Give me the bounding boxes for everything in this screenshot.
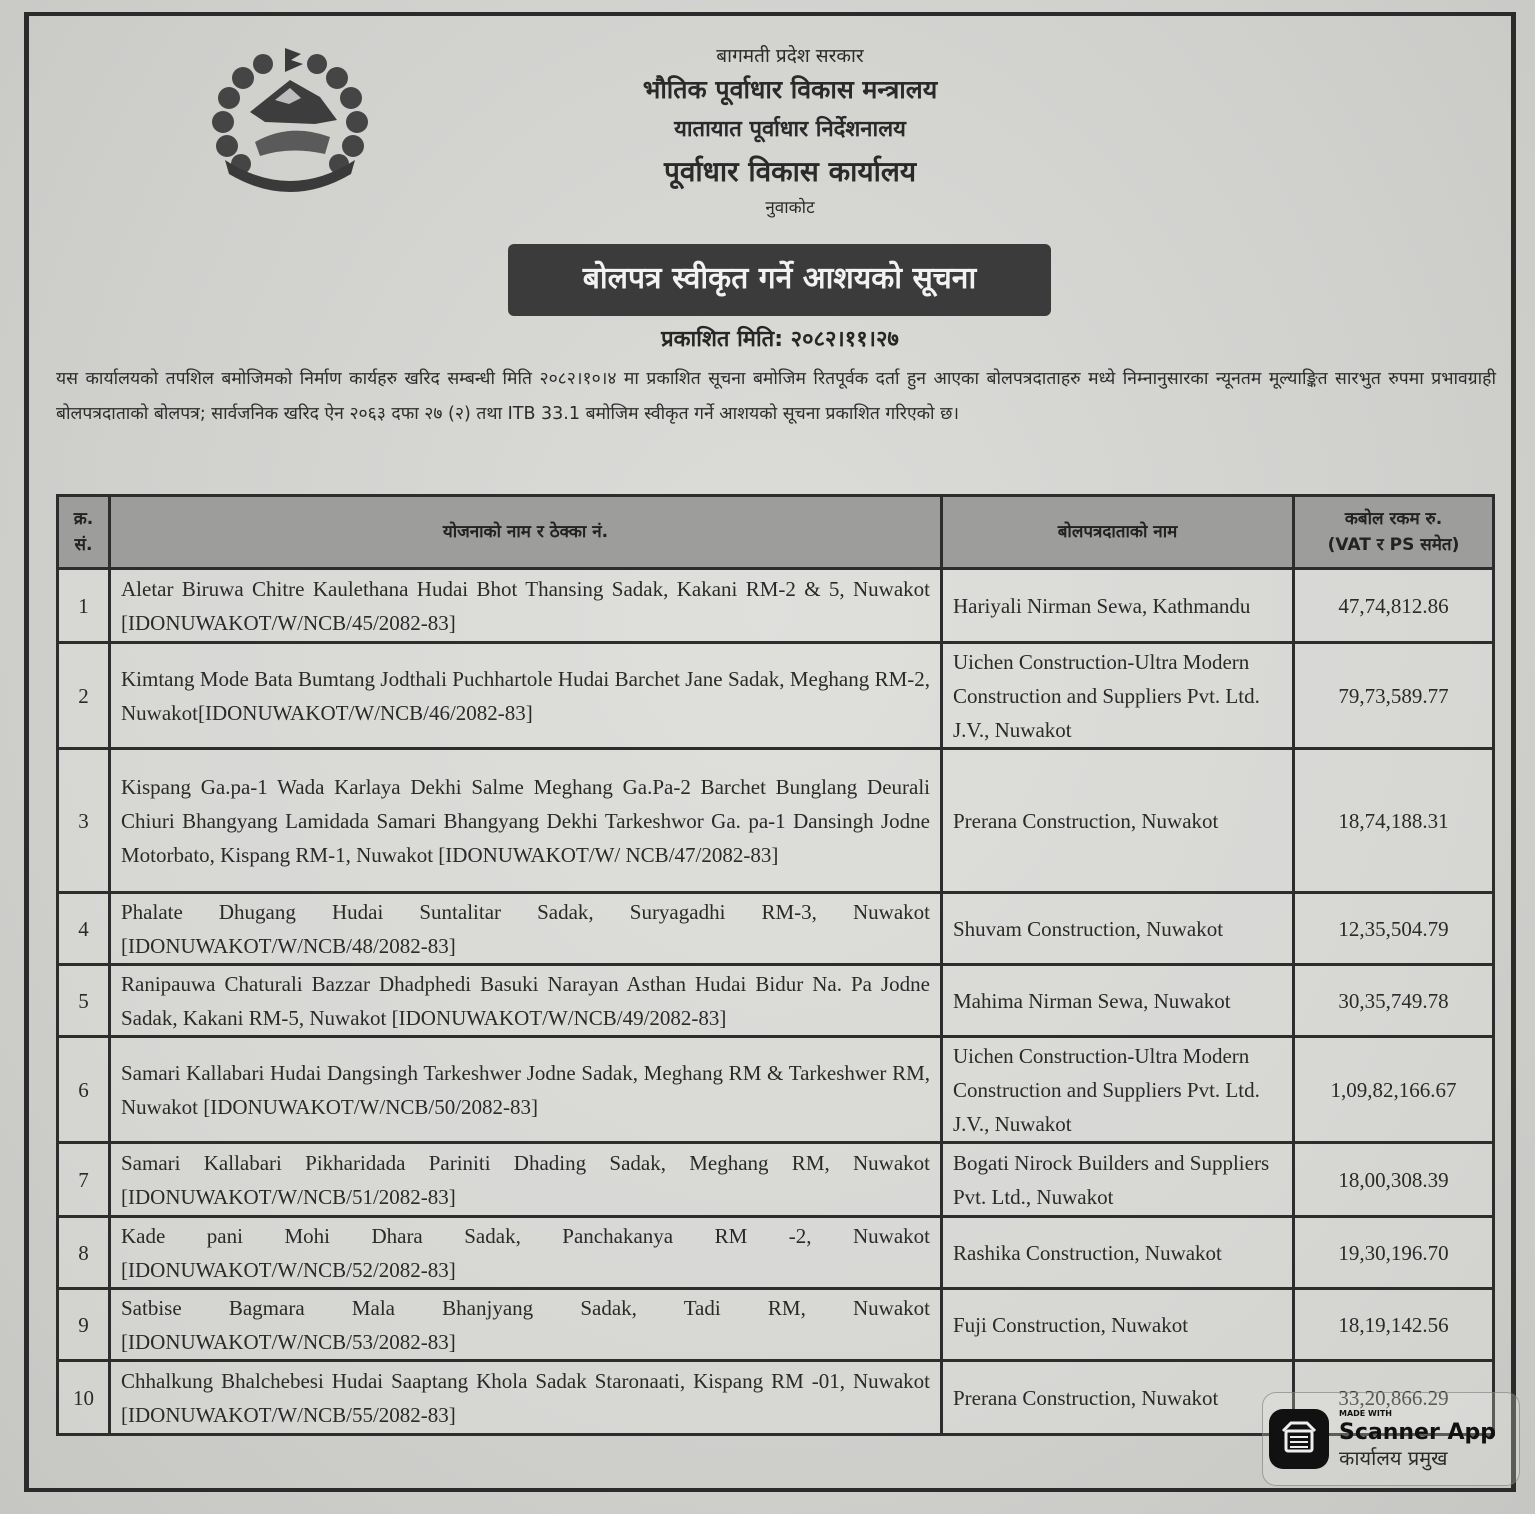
table-row [58,893,1494,965]
table-row [58,1289,1494,1361]
row-project: Samari Kallabari Pikharidada Pariniti Dhading Sadak, Meghang RM, Nuwakot [IDONUWAKOT/W/NCB/51/2082-83] [110,1143,942,1217]
row-project: Phalate Dhugang Hudai Suntalitar Sadak, Suryagadhi RM-3, Nuwakot [IDONUWAKOT/W/NCB/48/2082-83] [110,893,942,965]
row-project: Kade pani Mohi Dhara Sadak, Panchakanya RM -2, Nuwakot [IDONUWAKOT/W/NCB/52/2082-83] [110,1217,942,1289]
ministry-name: भौतिक पूर्वाधार विकास मन्त्रालय [642,75,938,104]
published-date: प्रकाशित मिति: २०८२।११।२७ [661,327,899,352]
table-row [58,643,1494,749]
row-project: Kispang Ga.pa-1 Wada Karlaya Dekhi Salme Meghang Ga.Pa-2 Barchet Bunglang Deurali Chiuri Bhangyang Lamidada Samari Bhangyang Dekhi Tarkeshwor Ga. pa-1 Dansingh Jodne Motorbato, Kispang RM-1, Nuwakot [IDONUWAKOT/W/ NCB/47/2082-83] [110,749,942,893]
scanner-app-watermark [1262,1392,1520,1486]
table-row [58,1217,1494,1289]
government-name: बागमती प्रदेश सरकार [716,45,864,67]
row-project: Chhalkung Bhalchebesi Hudai Saaptang Khola Sadak Staronaati, Kispang RM -01, Nuwakot [IDONUWAKOT/W/NCB/55/2082-83] [110,1361,942,1435]
row-amount: 18,19,142.56 [1294,1289,1494,1361]
row-bidder: Bogati Nirock Builders and Suppliers Pvt. Ltd., Nuwakot [942,1143,1294,1217]
row-serial: 8 [58,1217,110,1289]
office-chief-signature-label: कार्यालय प्रमुख [1339,1446,1448,1470]
header-sn-line1: क्र. [73,509,94,529]
table-header-row [58,496,1494,569]
row-amount: 12,35,504.79 [1294,893,1494,965]
row-bidder: Prerana Construction, Nuwakot [942,1361,1294,1435]
row-bidder: Fuji Construction, Nuwakot [942,1289,1294,1361]
scanner-app-icon [1269,1409,1329,1469]
table-row [58,965,1494,1037]
row-serial: 5 [58,965,110,1037]
notice-intro-paragraph: यस कार्यालयको तपशिल बमोजिमको निर्माण कार्यहरु खरिद सम्बन्धी मिति २०८२।१०।४ मा प्रकाशित सूचना बमोजिम रितपूर्वक दर्ता हुन आएका बोलपत्रदाताहरु मध्ये निम्नानुसारका न्यूनतम मूल्याङ्कित सारभुत रुपमा प्रभावग्राही बोलपत्रदाताको बोलपत्र; सार्वजनिक खरिद ऐन २०६३ दफा २७ (२) तथा ITB 33.1 बमोजिम स्वीकृत गर्ने आशयको सूचना प्रकाशित गरिएको छ। [56,369,1496,424]
table-row [58,1143,1494,1217]
row-serial: 9 [58,1289,110,1361]
row-amount: 33,20,866.29 [1294,1361,1494,1435]
header-bidder: बोलपत्रदाताको नाम [942,496,1294,569]
row-project: Aletar Biruwa Chitre Kaulethana Hudai Bhot Thansing Sadak, Kakani RM-2 & 5, Nuwakot [IDONUWAKOT/W/NCB/45/2082-83] [110,569,942,643]
row-bidder: Shuvam Construction, Nuwakot [942,893,1294,965]
watermark-app-name: Scanner App [1339,1420,1497,1445]
header-sn-line2: सं. [74,535,93,555]
row-project: Samari Kallabari Hudai Dangsingh Tarkeshwer Jodne Sadak, Meghang RM & Tarkeshwer RM, Nuwakot [IDONUWAKOT/W/NCB/50/2082-83] [110,1037,942,1143]
row-serial: 10 [58,1361,110,1435]
row-amount: 47,74,812.86 [1294,569,1494,643]
row-amount: 1,09,82,166.67 [1294,1037,1494,1143]
scanner-glyph-icon [1269,1409,1329,1469]
row-project: Kimtang Mode Bata Bumtang Jodthali Puchhartole Hudai Barchet Jane Sadak, Meghang RM-2, Nuwakot[IDONUWAKOT/W/NCB/46/2082-83] [110,643,942,749]
header-amount-line2: (VAT र PS समेत) [1327,535,1460,555]
row-serial: 6 [58,1037,110,1143]
notice-title-banner: बोलपत्र स्वीकृत गर्ने आशयको सूचना [508,244,1051,316]
row-bidder: Mahima Nirman Sewa, Nuwakot [942,965,1294,1037]
header-project: योजनाको नाम र ठेक्का नं. [110,496,942,569]
office-name: पूर्वाधार विकास कार्यालय [663,155,917,188]
nepal-emblem-icon [205,42,375,202]
row-bidder: Uichen Construction-Ultra Modern Construction and Suppliers Pvt. Ltd. J.V., Nuwakot [942,1037,1294,1143]
row-project: Ranipauwa Chaturali Bazzar Dhadphedi Basuki Narayan Asthan Hudai Bidur Na. Pa Jodne Sadak, Kakani RM-5, Nuwakot [IDONUWAKOT/W/NCB/49/2082-83] [110,965,942,1037]
table-row [58,749,1494,893]
row-serial: 7 [58,1143,110,1217]
row-project: Satbise Bagmara Mala Bhanjyang Sadak, Tadi RM, Nuwakot [IDONUWAKOT/W/NCB/53/2082-83] [110,1289,942,1361]
row-amount: 18,00,308.39 [1294,1143,1494,1217]
header-serial-number [58,496,110,569]
header-amount [1294,496,1494,569]
row-amount: 79,73,589.77 [1294,643,1494,749]
bid-award-table [56,494,1495,1436]
table-row [58,1037,1494,1143]
row-serial: 1 [58,569,110,643]
row-serial: 4 [58,893,110,965]
row-bidder: Rashika Construction, Nuwakot [942,1217,1294,1289]
table-row [58,569,1494,643]
row-amount: 30,35,749.78 [1294,965,1494,1037]
header-amount-line1: कबोल रकम रु. [1344,509,1443,529]
row-serial: 2 [58,643,110,749]
row-bidder: Prerana Construction, Nuwakot [942,749,1294,893]
row-bidder: Uichen Construction-Ultra Modern Construction and Suppliers Pvt. Ltd. J.V., Nuwakot [942,643,1294,749]
row-bidder: Hariyali Nirman Sewa, Kathmandu [942,569,1294,643]
district-name: नुवाकोट [765,198,815,218]
directorate-name: यातायात पूर्वाधार निर्देशनालय [674,117,906,142]
row-serial: 3 [58,749,110,893]
office-header [520,42,1060,222]
row-amount: 18,74,188.31 [1294,749,1494,893]
row-amount: 19,30,196.70 [1294,1217,1494,1289]
watermark-made-with: MADE WITH [1339,1409,1392,1418]
